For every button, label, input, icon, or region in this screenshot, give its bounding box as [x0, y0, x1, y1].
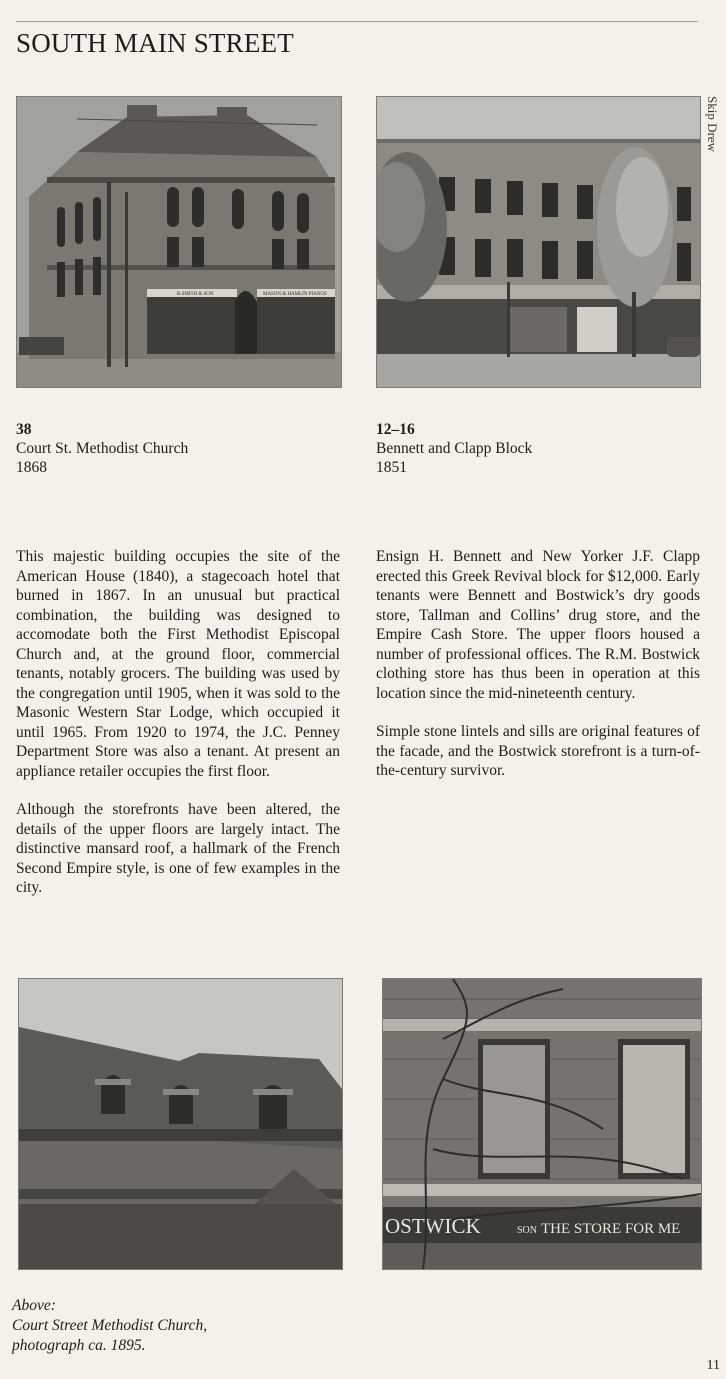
entry-number: 38	[16, 421, 32, 438]
entry-name: Bennett and Clapp Block	[376, 440, 533, 457]
bennett-clapp-block-photo	[376, 96, 701, 388]
bostwick-sign-main: OSTWICK	[385, 1214, 481, 1238]
bostwick-sign-son: SON	[517, 1225, 538, 1236]
bostwick-sign-tail: THE STORE FOR ME	[541, 1221, 681, 1237]
mansard-roof-photo	[18, 978, 343, 1270]
entry-caption-block	[376, 420, 532, 477]
store-sign-text: B.SMITH & SON	[177, 292, 214, 297]
entry-number: 12–16	[376, 421, 415, 438]
block-description	[376, 547, 700, 800]
photo-caption-label: Above:	[12, 1297, 56, 1314]
photo-credit: Skip Drew	[705, 96, 720, 152]
page-title: SOUTH MAIN STREET	[16, 28, 294, 58]
church-historic-photo	[16, 96, 342, 388]
page-number: 11	[706, 1358, 720, 1373]
piano-sign-text: MASON & HAMLIN PIANOS	[263, 292, 327, 297]
bostwick-storefront-photo	[382, 978, 702, 1270]
paragraph: Although the storefronts have been altered, the details of the upper floors are largely intact. The distinctive mansard roof, a hallmark of the French Second Empire style, is one of few examples in the city.	[16, 801, 340, 896]
entry-caption-church	[16, 420, 188, 477]
entry-year: 1851	[376, 459, 407, 476]
photo-caption-line: Court Street Methodist Church,	[12, 1317, 208, 1334]
paragraph: Simple stone lintels and sills are original features of the facade, and the Bostwick storefront is a turn-of-the-century survivor.	[376, 723, 700, 779]
church-description	[16, 547, 340, 917]
paragraph: Ensign H. Bennett and New Yorker J.F. Clapp erected this Greek Revival block for $12,000. Early tenants were Bennett and Bostwick’s dry goods store, Tallman and Collins’ drug store, and the Empire Cash Store. The upper floors housed a number of professional offices. The R.M. Bostwick clothing store has thus been in operation at this location since the mid-nineteenth century.	[376, 548, 700, 702]
photo-caption	[12, 1296, 207, 1356]
header-rule	[16, 21, 698, 22]
entry-name: Court St. Methodist Church	[16, 440, 189, 457]
photo-caption-line: photograph ca. 1895.	[12, 1337, 146, 1354]
entry-year: 1868	[16, 459, 47, 476]
paragraph: This majestic building occupies the site of the American House (1840), a stagecoach hotel that burned in 1867. In an unusual but practical combination, the building was designed to accomodate both the First Methodist Episcopal Church and, at the ground floor, commercial tenants, notably grocers. The building was used by the congregation until 1905, when it was sold to the Masonic Western Star Lodge, which occupied it until 1965. From 1920 to 1974, the J.C. Penney Department Store was also a tenant. At present an appliance retailer occupies the first floor.	[16, 548, 340, 780]
